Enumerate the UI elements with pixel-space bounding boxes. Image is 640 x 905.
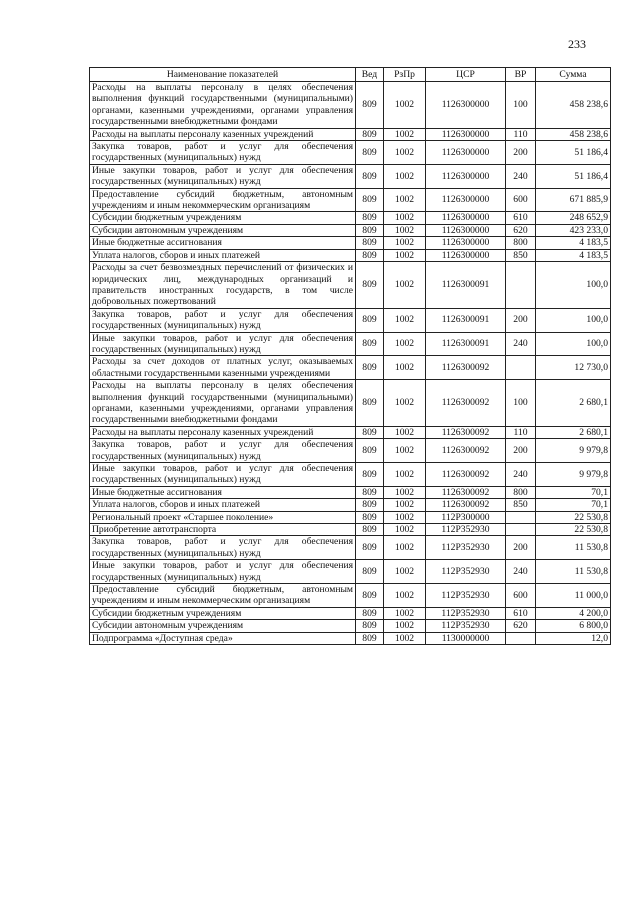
cell-sum: 2 680,1 (536, 380, 611, 427)
cell-csr: 1126300091 (426, 262, 506, 309)
cell-sum: 6 800,0 (536, 620, 611, 632)
cell-ved: 809 (356, 499, 384, 511)
cell-csr: 1126300092 (426, 380, 506, 427)
cell-name: Предоставление субсидий бюджетным, автономным учреждениям и иным некоммерческим организациям (90, 188, 356, 212)
cell-name: Субсидии бюджетным учреждениям (90, 212, 356, 224)
table-row (90, 584, 611, 608)
table-row (90, 188, 611, 212)
table-row (90, 308, 611, 332)
cell-sum: 12 730,0 (536, 356, 611, 380)
cell-vr: 200 (506, 536, 536, 560)
cell-name: Закупка товаров, работ и услуг для обеспечения государственных (муниципальных) нужд (90, 308, 356, 332)
cell-ved: 809 (356, 584, 384, 608)
cell-rzpr: 1002 (384, 212, 426, 224)
cell-name: Субсидии автономным учреждениям (90, 620, 356, 632)
cell-vr: 110 (506, 128, 536, 140)
cell-sum: 2 680,1 (536, 426, 611, 438)
cell-ved: 809 (356, 141, 384, 165)
cell-rzpr: 1002 (384, 536, 426, 560)
cell-csr: 1126300000 (426, 188, 506, 212)
cell-rzpr: 1002 (384, 82, 426, 129)
cell-name: Расходы на выплаты персоналу в целях обеспечения выполнения функций государственными (муниципальными) органами, казенными учреждениями, органами управления государственными внебюджетными фондами (90, 82, 356, 129)
cell-ved: 809 (356, 224, 384, 236)
table-row (90, 380, 611, 427)
cell-vr: 240 (506, 463, 536, 487)
cell-name: Подпрограмма «Доступная среда» (90, 632, 356, 644)
cell-csr: 112Р352930 (426, 536, 506, 560)
table-row (90, 536, 611, 560)
cell-rzpr: 1002 (384, 224, 426, 236)
cell-name: Расходы за счет доходов от платных услуг, оказываемых областными государственными казенными учреждениями (90, 356, 356, 380)
cell-name: Предоставление субсидий бюджетным, автономным учреждениям и иным некоммерческим организациям (90, 584, 356, 608)
cell-sum: 9 979,8 (536, 463, 611, 487)
cell-sum: 458 238,6 (536, 82, 611, 129)
cell-name: Иные закупки товаров, работ и услуг для обеспечения государственных (муниципальных) нужд (90, 463, 356, 487)
cell-csr: 1126300092 (426, 439, 506, 463)
table-row (90, 332, 611, 356)
cell-sum: 22 530,8 (536, 524, 611, 536)
cell-sum: 248 652,9 (536, 212, 611, 224)
cell-rzpr: 1002 (384, 584, 426, 608)
cell-sum: 671 885,9 (536, 188, 611, 212)
cell-csr: 1126300091 (426, 308, 506, 332)
table-row (90, 224, 611, 236)
page-number: 233 (568, 37, 586, 51)
cell-vr: 200 (506, 439, 536, 463)
cell-ved: 809 (356, 249, 384, 261)
cell-ved: 809 (356, 426, 384, 438)
cell-sum: 4 200,0 (536, 607, 611, 619)
cell-sum: 51 186,4 (536, 164, 611, 188)
cell-rzpr: 1002 (384, 128, 426, 140)
cell-csr: 1126300000 (426, 164, 506, 188)
cell-csr: 1126300092 (426, 463, 506, 487)
cell-rzpr: 1002 (384, 356, 426, 380)
cell-sum: 11 000,0 (536, 584, 611, 608)
table-row (90, 607, 611, 619)
cell-rzpr: 1002 (384, 237, 426, 249)
table-row (90, 262, 611, 309)
cell-ved: 809 (356, 82, 384, 129)
cell-ved: 809 (356, 620, 384, 632)
header-ved: Вед (356, 68, 384, 82)
cell-ved: 809 (356, 439, 384, 463)
cell-vr: 850 (506, 499, 536, 511)
header-sum: Сумма (536, 68, 611, 82)
cell-rzpr: 1002 (384, 332, 426, 356)
cell-name: Иные закупки товаров, работ и услуг для обеспечения государственных (муниципальных) нужд (90, 164, 356, 188)
header-csr: ЦСР (426, 68, 506, 82)
cell-name: Иные бюджетные ассигнования (90, 486, 356, 498)
cell-vr: 620 (506, 224, 536, 236)
cell-sum: 70,1 (536, 486, 611, 498)
cell-name: Иные бюджетные ассигнования (90, 237, 356, 249)
cell-csr: 1126300092 (426, 426, 506, 438)
cell-vr: 610 (506, 212, 536, 224)
cell-name: Расходы на выплаты персоналу казенных учреждений (90, 426, 356, 438)
cell-vr: 600 (506, 188, 536, 212)
cell-sum: 423 233,0 (536, 224, 611, 236)
cell-vr: 110 (506, 426, 536, 438)
cell-sum: 100,0 (536, 262, 611, 309)
header-rzpr: РзПр (384, 68, 426, 82)
table-row (90, 632, 611, 644)
cell-ved: 809 (356, 332, 384, 356)
table-row (90, 164, 611, 188)
table-row (90, 212, 611, 224)
table-row (90, 511, 611, 523)
table-row (90, 237, 611, 249)
cell-rzpr: 1002 (384, 607, 426, 619)
cell-name: Региональный проект «Старшее поколение» (90, 511, 356, 523)
cell-name: Закупка товаров, работ и услуг для обеспечения государственных (муниципальных) нужд (90, 439, 356, 463)
cell-ved: 809 (356, 536, 384, 560)
cell-vr: 800 (506, 237, 536, 249)
cell-ved: 809 (356, 632, 384, 644)
cell-ved: 809 (356, 560, 384, 584)
cell-ved: 809 (356, 524, 384, 536)
cell-name: Расходы на выплаты персоналу в целях обеспечения выполнения функций государственными (муниципальными) органами, казенными учреждениями, органами управления государственными внебюджетными фондами (90, 380, 356, 427)
table-header-row (90, 68, 611, 82)
cell-rzpr: 1002 (384, 620, 426, 632)
cell-vr (506, 524, 536, 536)
cell-vr (506, 356, 536, 380)
cell-csr: 1126300091 (426, 332, 506, 356)
cell-name: Иные закупки товаров, работ и услуг для обеспечения государственных (муниципальных) нужд (90, 560, 356, 584)
cell-vr: 610 (506, 607, 536, 619)
table-row (90, 249, 611, 261)
cell-vr: 240 (506, 560, 536, 584)
table-row (90, 499, 611, 511)
cell-vr: 200 (506, 141, 536, 165)
cell-name: Закупка товаров, работ и услуг для обеспечения государственных (муниципальных) нужд (90, 141, 356, 165)
cell-csr: 1126300000 (426, 82, 506, 129)
cell-rzpr: 1002 (384, 188, 426, 212)
table-row (90, 486, 611, 498)
table-row (90, 620, 611, 632)
cell-name: Расходы за счет безвозмездных перечислений от физических и юридических лиц, международных организаций и правительств иностранных государств, в том числе добровольных пожертвований (90, 262, 356, 309)
cell-vr: 240 (506, 332, 536, 356)
cell-csr: 112Р300000 (426, 511, 506, 523)
table-row (90, 82, 611, 129)
cell-csr: 1126300092 (426, 499, 506, 511)
table-row (90, 439, 611, 463)
cell-rzpr: 1002 (384, 262, 426, 309)
cell-ved: 809 (356, 486, 384, 498)
cell-vr: 600 (506, 584, 536, 608)
cell-csr: 112Р352930 (426, 584, 506, 608)
cell-rzpr: 1002 (384, 308, 426, 332)
cell-ved: 809 (356, 164, 384, 188)
cell-ved: 809 (356, 463, 384, 487)
cell-vr: 100 (506, 380, 536, 427)
cell-vr (506, 511, 536, 523)
cell-sum: 51 186,4 (536, 141, 611, 165)
cell-name: Субсидии бюджетным учреждениям (90, 607, 356, 619)
cell-sum: 11 530,8 (536, 560, 611, 584)
cell-vr (506, 262, 536, 309)
cell-name: Иные закупки товаров, работ и услуг для обеспечения государственных (муниципальных) нужд (90, 332, 356, 356)
cell-vr (506, 632, 536, 644)
cell-ved: 809 (356, 308, 384, 332)
header-vr: ВР (506, 68, 536, 82)
budget-table (89, 67, 611, 645)
cell-sum: 70,1 (536, 499, 611, 511)
cell-csr: 1126300092 (426, 486, 506, 498)
cell-csr: 1126300000 (426, 249, 506, 261)
cell-vr: 100 (506, 82, 536, 129)
cell-name: Приобретение автотранспорта (90, 524, 356, 536)
cell-ved: 809 (356, 212, 384, 224)
cell-sum: 11 530,8 (536, 536, 611, 560)
cell-vr: 850 (506, 249, 536, 261)
cell-vr: 240 (506, 164, 536, 188)
cell-vr: 620 (506, 620, 536, 632)
cell-rzpr: 1002 (384, 463, 426, 487)
cell-name: Субсидии автономным учреждениям (90, 224, 356, 236)
cell-name: Закупка товаров, работ и услуг для обеспечения государственных (муниципальных) нужд (90, 536, 356, 560)
cell-sum: 100,0 (536, 332, 611, 356)
table-row (90, 128, 611, 140)
cell-ved: 809 (356, 607, 384, 619)
table-row (90, 141, 611, 165)
cell-ved: 809 (356, 188, 384, 212)
table-row (90, 524, 611, 536)
cell-csr: 1126300000 (426, 212, 506, 224)
cell-csr: 1126300000 (426, 128, 506, 140)
cell-csr: 112Р352930 (426, 620, 506, 632)
cell-rzpr: 1002 (384, 499, 426, 511)
cell-name: Уплата налогов, сборов и иных платежей (90, 249, 356, 261)
cell-rzpr: 1002 (384, 560, 426, 584)
cell-csr: 1126300000 (426, 237, 506, 249)
cell-csr: 112Р352930 (426, 524, 506, 536)
cell-rzpr: 1002 (384, 486, 426, 498)
cell-csr: 1130000000 (426, 632, 506, 644)
cell-name: Уплата налогов, сборов и иных платежей (90, 499, 356, 511)
cell-ved: 809 (356, 262, 384, 309)
table-row (90, 560, 611, 584)
cell-ved: 809 (356, 356, 384, 380)
cell-ved: 809 (356, 128, 384, 140)
cell-rzpr: 1002 (384, 164, 426, 188)
cell-ved: 809 (356, 237, 384, 249)
cell-rzpr: 1002 (384, 426, 426, 438)
cell-rzpr: 1002 (384, 380, 426, 427)
cell-sum: 100,0 (536, 308, 611, 332)
table-row (90, 426, 611, 438)
cell-csr: 112Р352930 (426, 560, 506, 584)
cell-name: Расходы на выплаты персоналу казенных учреждений (90, 128, 356, 140)
cell-rzpr: 1002 (384, 524, 426, 536)
header-name: Наименование показателей (90, 68, 356, 82)
cell-vr: 800 (506, 486, 536, 498)
cell-rzpr: 1002 (384, 141, 426, 165)
cell-csr: 112Р352930 (426, 607, 506, 619)
cell-sum: 22 530,8 (536, 511, 611, 523)
cell-sum: 12,0 (536, 632, 611, 644)
cell-sum: 4 183,5 (536, 237, 611, 249)
cell-sum: 4 183,5 (536, 249, 611, 261)
cell-sum: 9 979,8 (536, 439, 611, 463)
cell-rzpr: 1002 (384, 439, 426, 463)
cell-rzpr: 1002 (384, 632, 426, 644)
table-row (90, 356, 611, 380)
cell-ved: 809 (356, 380, 384, 427)
cell-sum: 458 238,6 (536, 128, 611, 140)
cell-csr: 1126300000 (426, 141, 506, 165)
cell-vr: 200 (506, 308, 536, 332)
cell-rzpr: 1002 (384, 249, 426, 261)
cell-ved: 809 (356, 511, 384, 523)
table-row (90, 463, 611, 487)
cell-csr: 1126300092 (426, 356, 506, 380)
cell-csr: 1126300000 (426, 224, 506, 236)
cell-rzpr: 1002 (384, 511, 426, 523)
